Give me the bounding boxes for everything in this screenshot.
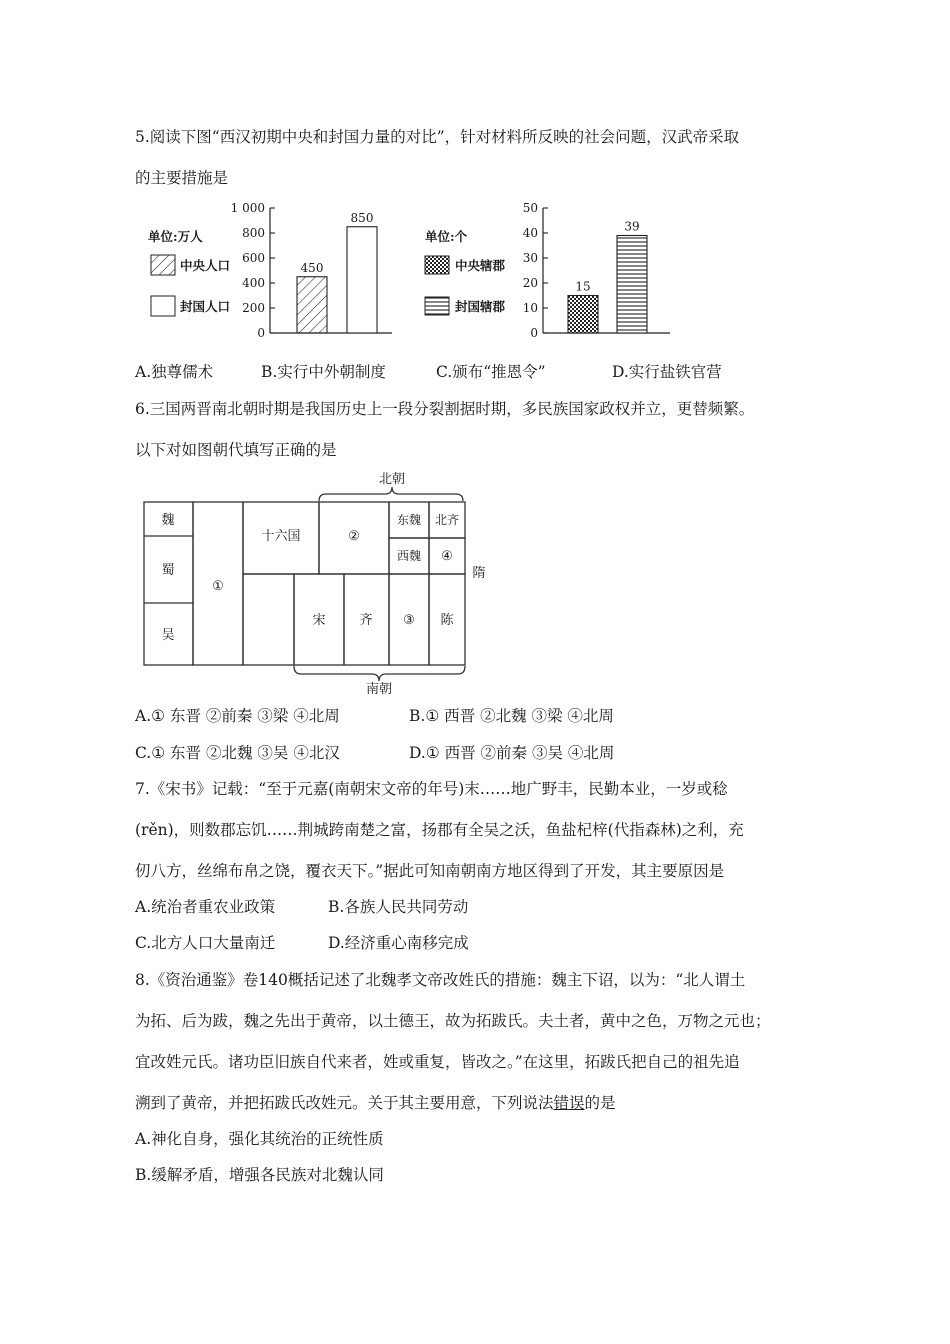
chart2-unit-label: 单位:个: [425, 229, 468, 244]
label-north-dynasties: 北朝: [378, 472, 406, 487]
chart1-bar-1: [297, 277, 327, 333]
label-beiqi: 北齐: [434, 513, 460, 527]
chart2-bar-2: [617, 236, 647, 334]
chart2-yticks: [523, 201, 548, 340]
q5-option-c[interactable]: C.颁布“推恩令”: [436, 363, 546, 381]
label-circle-4: ④: [441, 549, 453, 564]
chart2-legend-central: 中央辖郡: [455, 258, 506, 273]
q8-option-b[interactable]: B.缓解矛盾，增强各民族对北魏认同: [135, 1166, 384, 1184]
chart2-data-label-1: 15: [575, 279, 591, 294]
label-song: 宋: [312, 613, 326, 628]
south-brace: [294, 666, 465, 681]
chart2-data-label-2: 39: [624, 219, 640, 234]
q5-option-b[interactable]: B.实行中外朝制度: [261, 363, 386, 381]
chart2-bars: [568, 220, 647, 334]
label-wei: 魏: [161, 513, 175, 528]
label-qi: 齐: [359, 613, 373, 628]
q7-stem-line3: 仞八方，丝绵布帛之饶，覆衣天下。”据此可知南朝南方地区得到了开发，其主要原因是: [135, 862, 725, 880]
q7-stem-line1: 7.《宋书》记载：“至于元嘉(南朝宋文帝的年号)末……地广野丰，民勤本业，一岁或稔: [135, 780, 728, 798]
q7-option-d[interactable]: D.经济重心南移完成: [328, 934, 469, 952]
chart1-ytick-label: 0: [257, 326, 265, 340]
q6-option-c[interactable]: C.① 东晋 ②北魏 ③吴 ④北汉: [135, 744, 340, 762]
q8-stem-line4-post: 的是: [584, 1094, 616, 1112]
q5-option-d[interactable]: D.实行盐铁官营: [612, 363, 722, 381]
q5-stem-line2: 的主要措施是: [135, 169, 229, 187]
label-wu: 吴: [161, 628, 175, 643]
chart2-bar-1: [568, 296, 598, 334]
chart1-bar-2: [347, 227, 377, 333]
chart1-unit-label: 单位:万人: [148, 229, 203, 244]
q5-option-a[interactable]: A.独尊儒术: [135, 363, 214, 381]
chart2-legend-fief: 封国辖郡: [455, 299, 506, 314]
q7-option-b[interactable]: B.各族人民共同劳动: [328, 898, 469, 916]
chart1-legend-swatch-fief: [151, 296, 175, 316]
label-circle-1: ①: [212, 579, 224, 594]
chart2-ytick-label: 40: [522, 226, 538, 240]
q8-stem-line3: 宜改姓元氏。诸功臣旧族自代来者，姓或重复，皆改之。”在这里，拓跋氏把自己的祖先追: [135, 1053, 740, 1071]
q8-option-a[interactable]: A.神化自身，强化其统治的正统性质: [135, 1130, 384, 1148]
chart1-ytick-label: 200: [242, 301, 265, 315]
q5-charts: [0, 196, 950, 356]
chart1-yticks: [231, 201, 275, 340]
q7-stem-line2: (rěn)，则数郡忘饥……荆城跨南楚之富，扬郡有全吴之沃，鱼盐杞梓(代指森林)之利，充: [135, 821, 744, 839]
chart1-data-label-1: 450: [300, 260, 324, 275]
q6-option-a[interactable]: A.① 东晋 ②前秦 ③梁 ④北周: [135, 707, 340, 725]
q5-stem-line1: 5.阅读下图“西汉初期中央和封国力量的对比”，针对材料所反映的社会问题，汉武帝采取: [135, 128, 740, 146]
box-east-jin-lower: [243, 574, 294, 665]
chart2-ytick-label: 50: [522, 201, 538, 215]
chart2-axes: [543, 208, 670, 333]
chart1-legend-fief: 封国人口: [180, 299, 231, 314]
label-circle-3: ③: [403, 613, 415, 628]
chart1-data-label-2: 850: [350, 210, 374, 225]
chart2-ytick-label: 20: [522, 276, 538, 290]
chart2-legend-swatch-fief: [425, 297, 449, 315]
chart1-ytick-label: 800: [242, 226, 265, 240]
q6-option-b[interactable]: B.① 西晋 ②北魏 ③梁 ④北周: [409, 707, 614, 725]
label-xiwei: 西魏: [396, 549, 422, 563]
label-shu: 蜀: [161, 563, 175, 578]
q6-stem-line1: 6.三国两晋南北朝时期是我国历史上一段分裂割据时期，多民族国家政权并立，更替频繁。: [135, 400, 755, 418]
q6-stem-line2: 以下对如图朝代填写正确的是: [135, 441, 337, 459]
label-sixteen-kingdoms: 十六国: [261, 529, 301, 544]
dynasty-diagram: [0, 465, 950, 695]
north-brace: [319, 487, 463, 501]
chart1-ytick-label: 600: [242, 251, 265, 265]
chart2-legend-swatch-central: [425, 256, 449, 274]
chart1-legend-central: 中央人口: [180, 258, 231, 273]
q8-emphasis-wrong: 错误: [553, 1094, 585, 1112]
q6-option-d[interactable]: D.① 西晋 ②前秦 ③吴 ④北周: [409, 744, 615, 762]
chart1-legend-swatch-central: [151, 255, 175, 275]
label-circle-2: ②: [348, 529, 360, 544]
label-sui: 隋: [472, 566, 486, 581]
chart1-ytick-label: 1 000: [230, 201, 265, 215]
q8-stem-line4: [135, 1093, 616, 1113]
label-south-dynasties: 南朝: [365, 682, 393, 695]
chart2-ytick-label: 0: [530, 326, 538, 340]
q8-stem-line4-pre: 溯到了黄帝，并把拓跋氏改姓元。关于其主要用意，下列说法: [135, 1094, 554, 1112]
chart1-ytick-label: 400: [242, 276, 265, 290]
chart2-ytick-label: 10: [522, 301, 538, 315]
q8-stem-line2: 为拓、后为跋，魏之先出于黄帝，以土德王，故为拓跋氏。夫土者，黄中之色，万物之元也；: [135, 1012, 771, 1030]
q7-option-a[interactable]: A.统治者重农业政策: [135, 898, 276, 916]
label-chen: 陈: [440, 613, 454, 628]
q7-option-c[interactable]: C.北方人口大量南迁: [135, 934, 276, 952]
chart1-bars: [297, 211, 377, 333]
label-dongwei: 东魏: [396, 513, 422, 527]
q8-stem-line1: 8.《资治通鉴》卷140概括记述了北魏孝文帝改姓氏的措施：魏主下诏，以为：“北人谓土: [135, 971, 746, 989]
chart2-ytick-label: 30: [522, 251, 538, 265]
